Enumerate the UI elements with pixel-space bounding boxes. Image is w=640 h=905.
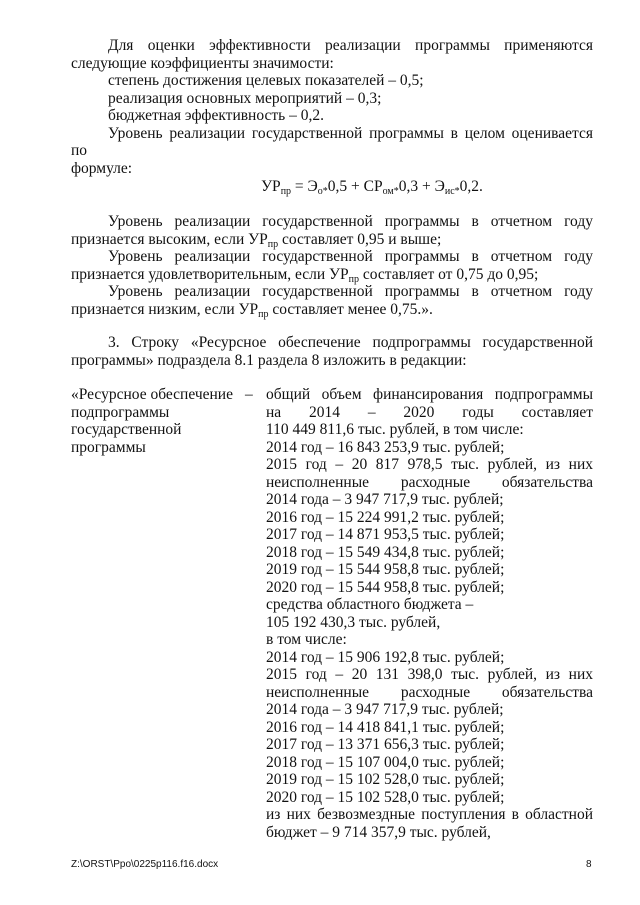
formula-term: 0,5 + СР xyxy=(327,178,383,195)
resource-table-label xyxy=(71,386,241,456)
text-line: формуле: xyxy=(71,159,133,177)
page-number: 8 xyxy=(586,859,592,870)
text-line: программы» подраздела 8.1 раздела 8 изложить в редакции: xyxy=(71,351,467,369)
list-item: бюджетная эффективность – 0,2. xyxy=(108,107,324,124)
text-line: неисполненные расходные обязательства xyxy=(266,473,593,491)
text-line: «Ресурсное обеспечение xyxy=(71,386,233,403)
text-line: признается высоким, если $УР_{пр}$ составляет 0,95 и выше; xyxy=(71,230,442,250)
formula-term: Э xyxy=(307,178,318,195)
text-line: 3. Строку «Ресурсное обеспечение подпрограммы государственной xyxy=(108,334,593,351)
text-line: следующие коэффициенты значимости: xyxy=(71,54,334,72)
text-line: 2015 год – 20 817 978,5 тыс. рублей, из них xyxy=(266,456,593,473)
text-line: 105 192 430,3 тыс. рублей, xyxy=(266,613,441,631)
coefficients-paragraph xyxy=(71,37,593,177)
text-line: Уровень реализации государственной программы в отчетном году xyxy=(108,213,593,230)
text-line: Уровень реализации государственной программы в отчетном году xyxy=(108,283,593,300)
text-line: Уровень реализации государственной программы в целом оценивается по xyxy=(71,124,593,159)
file-path: Z:\ORST\Ppo\0225p116.f16.docx xyxy=(71,859,219,870)
text-line: 2017 год – 14 871 953,5 тыс. рублей; xyxy=(266,526,505,543)
text-line: 2016 год – 15 224 991,2 тыс. рублей; xyxy=(266,508,505,526)
text-line: 110 449 811,6 тыс. рублей, в том числе: xyxy=(266,421,524,438)
text-line: 2018 год – 15 107 004,0 тыс. рублей; xyxy=(266,753,505,771)
text-line: в том числе: xyxy=(266,631,347,648)
text-line: средства областного бюджета – xyxy=(266,596,474,613)
text-line: 2020 год – 15 102 528,0 тыс. рублей; xyxy=(266,788,505,806)
levels-paragraphs xyxy=(71,213,593,318)
text-line: 2014 год – 16 843 253,9 тыс. рублей; xyxy=(266,438,505,456)
text-line: 2019 год – 15 544 958,8 тыс. рублей; xyxy=(266,561,505,578)
formula-subscript: о xyxy=(317,186,323,197)
formula-operator: = xyxy=(291,178,308,195)
table-dash: – xyxy=(245,386,253,403)
text-line: 2019 год – 15 102 528,0 тыс. рублей; xyxy=(266,771,505,788)
formula xyxy=(71,178,633,196)
list-item: степень достижения целевых показателей – 0,5; xyxy=(108,72,424,89)
text-line: 2020 год – 15 544 958,8 тыс. рублей; xyxy=(266,578,505,596)
multiply-sign: * xyxy=(393,186,399,197)
formula-subscript: ис xyxy=(444,186,455,197)
text-line: программы xyxy=(71,438,146,456)
formula-subscript: ом xyxy=(382,186,394,197)
text-line: из них безвозмездные поступления в областной xyxy=(266,806,593,823)
text-line: 2015 год – 20 131 398,0 тыс. рублей, из них xyxy=(266,666,593,683)
text-line: общий объем финансирования подпрограммы xyxy=(266,386,593,403)
text-line: Для оценки эффективности реализации программы применяются xyxy=(108,37,593,54)
text-line: 2014 года – 3 947 717,9 тыс. рублей; xyxy=(266,701,504,718)
text-line: подпрограммы xyxy=(71,403,170,421)
formula-term: УР xyxy=(261,178,281,195)
item-3-paragraph xyxy=(71,334,593,369)
text-line: 2017 год – 13 371 656,3 тыс. рублей; xyxy=(266,736,505,753)
list-item: реализация основных мероприятий – 0,3; xyxy=(108,89,382,107)
text-line: Уровень реализации государственной программы в отчетном году xyxy=(108,248,593,265)
text-line: на 2014 – 2020 годы составляет xyxy=(266,403,593,421)
text-line: 2014 год – 15 906 192,8 тыс. рублей; xyxy=(266,648,505,666)
text-line: 2016 год – 14 418 841,1 тыс. рублей; xyxy=(266,718,505,736)
formula-term: 0,3 + Э xyxy=(398,178,445,195)
multiply-sign: * xyxy=(454,186,460,197)
text-line: признается удовлетворительным, если $УР_{пр}$ составляет от 0,75 до 0,95; xyxy=(71,265,539,285)
text-line: бюджет – 9 714 357,9 тыс. рублей, xyxy=(266,823,491,841)
multiply-sign: * xyxy=(322,186,328,197)
resource-table-content xyxy=(266,386,593,841)
text-line: 2018 год – 15 549 434,8 тыс. рублей; xyxy=(266,543,505,561)
formula-term: 0,2. xyxy=(459,178,483,195)
text-line: государственной xyxy=(71,421,182,438)
text-line: 2014 года – 3 947 717,9 тыс. рублей; xyxy=(266,491,504,508)
formula-subscript: пр xyxy=(280,186,292,197)
text-line: признается низким, если $УР_{пр}$ составляет менее 0,75.». xyxy=(71,300,433,320)
text-line: неисполненные расходные обязательства xyxy=(266,683,593,701)
